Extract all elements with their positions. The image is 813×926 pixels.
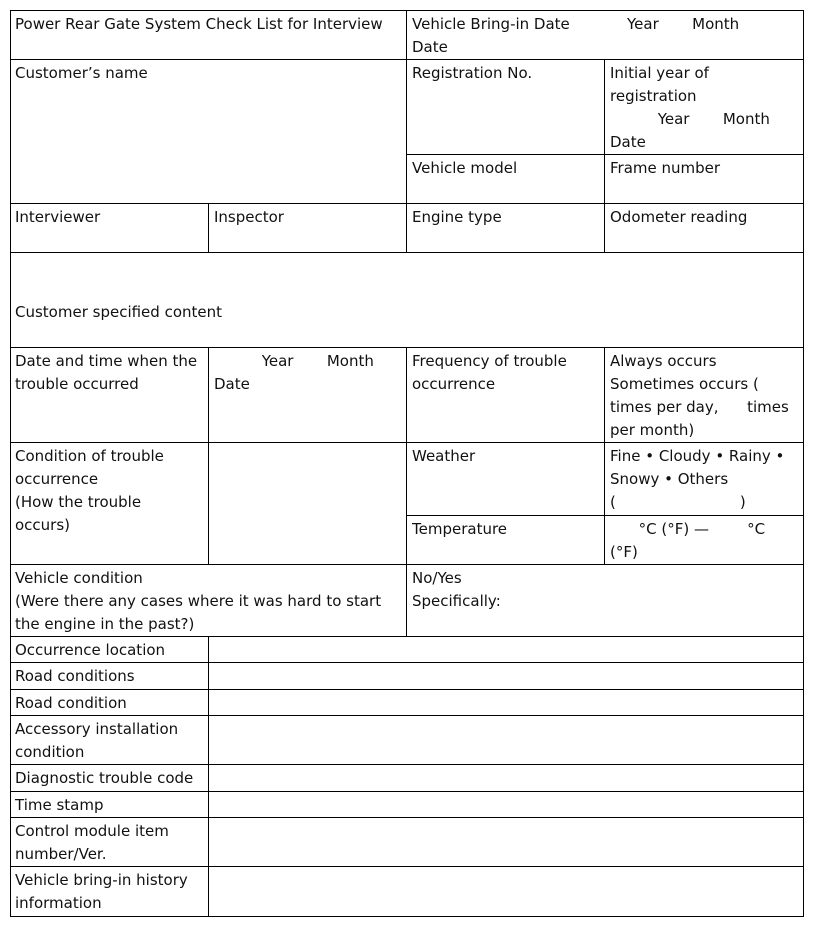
form-title: Power Rear Gate System Check List for Interview (15, 15, 383, 33)
registration-no-field[interactable]: Registration No. (412, 64, 533, 82)
trouble-condition-field[interactable] (209, 443, 406, 564)
weather-field[interactable]: Fine • Cloudy • Rainy • Snowy • Others ( ) (610, 447, 785, 511)
road-condition-label: Road condition (15, 694, 127, 712)
trouble-date-label: Date and time when the trouble occurred (15, 352, 198, 393)
temperature-field[interactable]: °C (°F) — °C (°F) (610, 520, 766, 561)
rule (803, 10, 804, 917)
inspector-field[interactable]: Inspector (214, 208, 284, 226)
rule (10, 916, 804, 917)
bring-in-date-field[interactable]: Vehicle Bring-in Date Year Month Date (412, 15, 740, 56)
time-stamp-label: Time stamp (15, 796, 104, 814)
road-conditions-label: Road conditions (15, 667, 135, 685)
diagnostic-trouble-code-field[interactable] (209, 765, 803, 791)
vehicle-condition-field[interactable]: No/Yes Specifically: (412, 569, 501, 610)
road-conditions-field[interactable] (209, 663, 803, 689)
occurrence-location-field[interactable] (209, 637, 803, 662)
customer-name-field[interactable]: Customer’s name (15, 64, 148, 82)
vehicle-model-field[interactable]: Vehicle model (412, 159, 518, 177)
time-stamp-field[interactable] (209, 792, 803, 817)
engine-type-field[interactable]: Engine type (412, 208, 502, 226)
interview-checklist-form (10, 10, 804, 917)
bring-in-history-label: Vehicle bring-in history information (15, 871, 188, 912)
bring-in-history-field[interactable] (209, 867, 803, 916)
trouble-condition-label: Condition of trouble occurrence (How the trouble occurs) (15, 447, 164, 534)
control-module-field[interactable] (209, 818, 803, 866)
diagnostic-trouble-code-label: Diagnostic trouble code (15, 769, 194, 787)
accessory-installation-label: Accessory installation condition (15, 720, 179, 761)
customer-specified-content-field[interactable] (10, 253, 803, 347)
frequency-field[interactable]: Always occurs Sometimes occurs ( times per day, times per month) (610, 352, 789, 439)
temperature-label: Temperature (412, 520, 508, 538)
frame-number-field[interactable]: Frame number (610, 159, 721, 177)
customer-specified-content-label: Customer specified content (15, 303, 223, 321)
trouble-date-field[interactable]: Year Month Date (214, 352, 374, 393)
frequency-label: Frequency of trouble occurrence (412, 352, 567, 393)
accessory-installation-field[interactable] (209, 716, 803, 764)
weather-label: Weather (412, 447, 476, 465)
vehicle-condition-label: Vehicle condition (Were there any cases where it was hard to start the engine in the past?) (15, 569, 382, 633)
interviewer-field[interactable]: Interviewer (15, 208, 101, 226)
road-condition-field[interactable] (209, 690, 803, 715)
initial-year-registration-field[interactable]: Initial year of registration Year Month Date (610, 64, 770, 151)
control-module-label: Control module item number/Ver. (15, 822, 169, 863)
odometer-reading-field[interactable]: Odometer reading (610, 208, 748, 226)
occurrence-location-label: Occurrence location (15, 641, 166, 659)
